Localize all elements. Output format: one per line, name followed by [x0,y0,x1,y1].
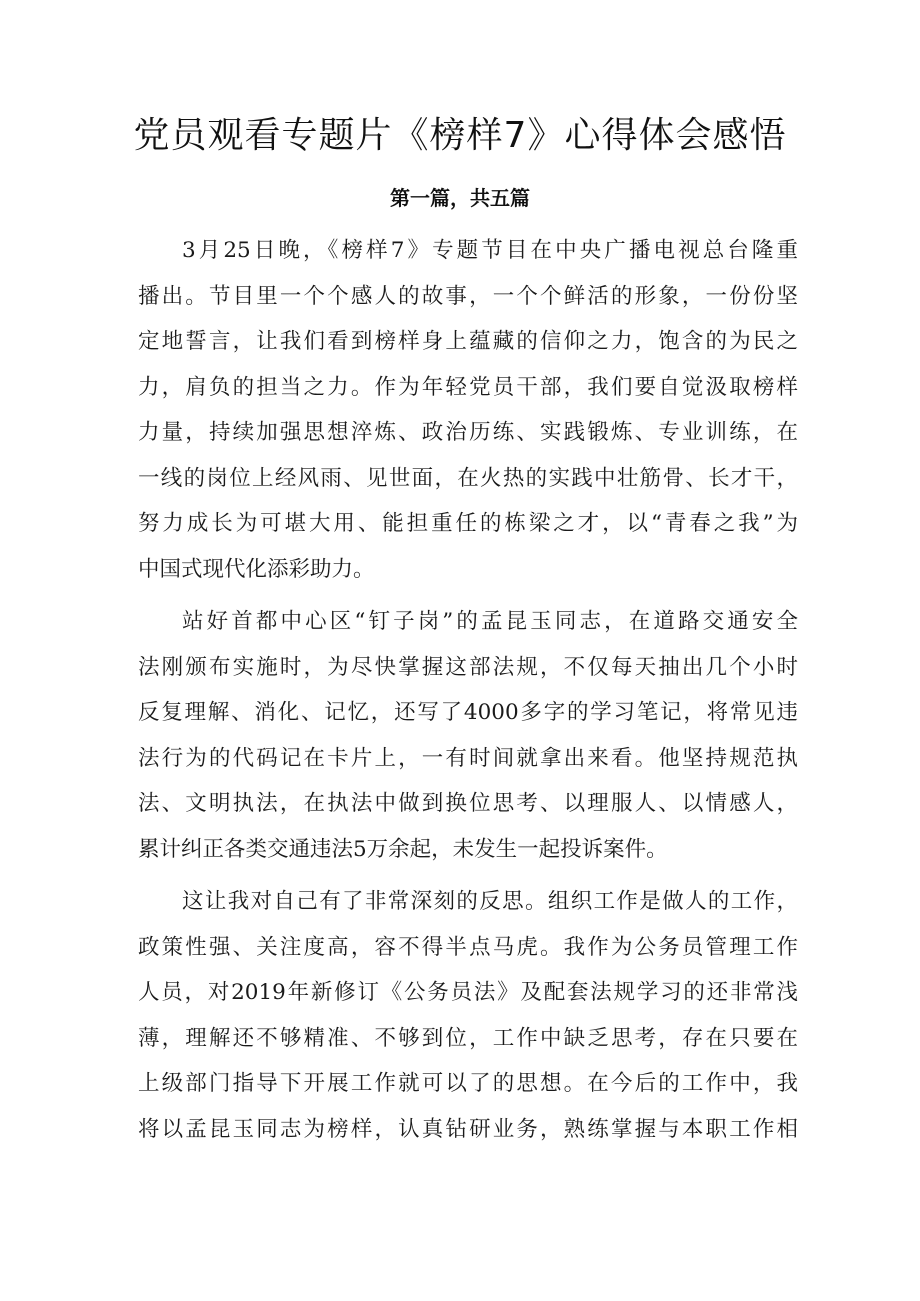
paragraph-line: 法、文明执法，在执法中做到换位思考、以理服人、以情感人， [138,791,798,816]
paragraph-line: 力，肩负的担当之力。作为年轻党员干部，我们要自觉汲取榜样 [138,374,798,400]
paragraph-line: 定地誓言，让我们看到榜样身上蕴藏的信仰之力，饱含的为民之 [138,329,798,354]
paragraph-line: 法刚颁布实施时，为尽快掌握这部法规，不仅每天抽出几个小时 [138,654,798,680]
paragraph-line: 上级部门指导下开展工作就可以了的思想。在今后的工作中，我 [138,1071,798,1096]
paragraph-line: 薄，理解还不够精准、不够到位，工作中缺乏思考，存在只要在 [138,1025,798,1051]
paragraph-line: 这让我对自己有了非常深刻的反思。组织工作是做人的工作， [182,889,798,914]
paragraph-line: 将以孟昆玉同志为榜样，认真钻研业务，熟练掌握与本职工作相 [138,1116,798,1142]
paragraph-line: 中国式现代化添彩助力。 [138,556,375,582]
document-title: 党员观看专题片《榜样7》心得体会感悟 [133,115,787,156]
paragraph-line: 反复理解、消化、记忆，还写了4000多字的学习笔记，将常见违 [138,700,798,725]
paragraph-line: 累计纠正各类交通违法5万余起，未发生一起投诉案件。 [138,836,668,862]
document-body [138,228,798,1152]
paragraph-line: 站好首都中心区“钉子岗”的孟昆玉同志，在道路交通安全 [182,609,798,634]
paragraph-line: 法行为的代码记在卡片上，一有时间就拿出来看。他坚持规范执 [138,745,798,771]
document-subtitle: 第一篇，共五篇 [390,186,530,210]
paragraph-line: 3月25日晚，《榜样7》专题节目在中央广播电视总台隆重 [182,238,798,263]
paragraph-line: 力量，持续加强思想淬炼、政治历练、实践锻炼、专业训练，在 [138,420,798,445]
paragraph-1 [138,228,798,592]
paragraph-line: 一线的岗位上经风雨、见世面，在火热的实践中壮筋骨、长才干， [138,465,798,491]
paragraph-line: 播出。节目里一个个感人的故事，一个个鲜活的形象，一份份坚 [138,283,798,309]
paragraph-2 [138,599,798,872]
paragraph-line: 努力成长为可堪大用、能担重任的栋梁之才，以“青春之我”为 [138,511,798,536]
paragraph-line: 人员，对2019年新修订《公务员法》及配套法规学习的还非常浅 [138,980,798,1005]
paragraph-line: 政策性强、关注度高，容不得半点马虎。我作为公务员管理工作 [138,934,798,960]
paragraph-3 [138,879,798,1152]
